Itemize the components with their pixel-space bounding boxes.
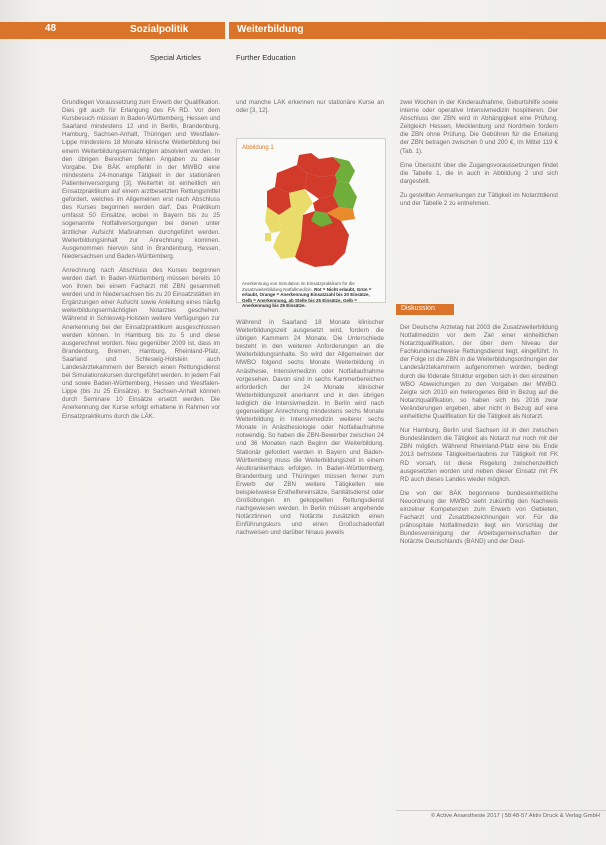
column-1 — [62, 99, 220, 799]
column-3-bottom — [400, 324, 558, 804]
section-heading-box — [396, 304, 454, 315]
figure-map — [236, 138, 386, 309]
section-title-left: Sozialpolitik — [130, 24, 189, 35]
header-bar — [0, 22, 606, 39]
germany-map — [237, 147, 385, 282]
figure-caption-legend: Rot = Nicht erlaubt, Grün = erlaubt, Orange = Anerkennung Einsatzzahl bis 20 Einsätze, Gelb = Anerkennung, ab Stelle bis 25 Einsätze, Gelb = Anerkennung bis 25 Einsätze. — [242, 286, 372, 309]
footer-text: © Active Anaesthesie 2017 | 58:48-57 Aktiv Druck & Verlag GmbH — [430, 813, 600, 819]
figure-title: Abbildung 1 — [242, 145, 274, 151]
paragraph: Während in Saarland 18 Monate klinischer Weiterbildungszeit ausgesetzt wird, fordern die übrigen Kammern 24 Monate. Die Unterschiede besteht in den weiteren Anforderungen an die Weiterbildungsinhalte. So wird der Allgemeinen der MWBO folgend sechs Monate Weiterbildung in Anästhesie, Intensivmedizin oder Notfallaufnahme vorgesehen. Davon sind in sechs Kammerbereichen erforderlich der 24 Monate klinischer Weiterbildungszeit anerkannt und in den übrigen lediglich die Intensivmedizin. In Berlin wird nach gegenseitiger Anrechnung mindestens sechs Monate Weiterbildung in Intensivmedizin weiterer sechs Monate in Anästhesiologie oder Notfallaufnahme notwendig. So haben die ZBN-Bewerber zwischen 24 und 36 Monaten nach Beginn der Weiterbildung. Stationär gefordert werden in Bayern und Baden-Württemberg muss die Weiterbildungszeit in einem Akutkrankenhaus erfolgen. In Baden-Württemberg, Brandenburg und Thüringen müssen ferner zum Erwerb der ZBN weitere Tätigkeiten wie beispielsweise Ersthelfereinsätze, Sanitätsdienst oder Großübungen im gekoppelten Rettungsdienst nachgewiesen werden. In Berlin müssen angehende Notärztinnen und Notärzte zusätzlich einen Einführungskurs und einen Großschadenfall nachweisen und darüber hinaus jeweils — [236, 319, 384, 537]
subheader-left: Special Articles — [150, 53, 201, 62]
paragraph: Eine Übersicht über die Zugangsvoraussetzungen findet die Tabelle 1, die in auch in Abbildung 2 und sich dargestellt. — [400, 161, 558, 185]
header-left-band — [0, 22, 225, 39]
figure-caption — [242, 281, 380, 309]
map-region-northwest — [275, 165, 307, 193]
paragraph: Nur Hamburg, Berlin und Sachsen ist in den zwischen Bundesländern die Tätigkeit als Notarzt nur noch mit der ZBN möglich. Während Rheinland-Pfalz eine bis Ende 2013 befristete Tätigkeitserlaubnis zur Tätigkeit mit FK RD vorsah, ist diese Regelung zwischenzeitlich ausgesetzten worden und neben dieser Einsatz mit FK RD auch dieses Landes wieder möglich. — [400, 427, 558, 483]
figure-caption-text: Anerkennung von Simulation im Einsatzpraktikum für die Zusatzweiterbildung Notfallmedizin. — [242, 281, 355, 292]
paragraph: Der Deutsche Ärztetag hat 2003 die Zusatzweiterbildung Notfallmedizin vor dem Ziel einer einheitlichen Notarztqualifikation, der über dem Niveau der Fachkundenachweise Rettungsdienst liegt, eingeführt. In der Folge ist die ZBN in die Weiterbildungsordnungen der Landesärztekammern aufgenommen worden, bedingt durch die föderale Struktur ergeben sich in den einzelnen WBO Abweichungen zu den Vorgaben der MWBO. Zeigte sich 2010 ein heterogenes Bild in Bezug auf die Notarztqualifikation, so haben sich bis 2016 zwar Veränderungen ergeben, aber nicht in Bezug auf eine einheitliche Qualifikation für die Tätigkeit als Notarzt. — [400, 324, 558, 421]
paragraph: zwei Wochen in der Kinderaufnahme, Geburtshilfe sowie interne oder operative Intensivmedizin hospitieren. Der Abschluss der ZBN wird in Abhängigkeit eine Prüfung. Zeitgleich Hessen, Mecklenburg und Nordrhein fordern die ZBN ohne Prüfung. Die Gebühren für die Erteilung der ZBN betragen zwischen 0 und 200 €, im Mittel 119 € (Tab. 1). — [400, 99, 558, 155]
column-2-bottom — [236, 319, 384, 801]
map-region-saarland — [265, 233, 271, 241]
section-title-right: Weiterbildung — [237, 24, 304, 35]
page-number: 48 — [45, 23, 57, 34]
paragraph: Zu gestellten Anmerkungen zur Tätigkeit im Notarztdienst und der Tabelle 2 zu entnehmen. — [400, 191, 558, 208]
paragraph: Anrechnung nach Abschluss des Kurses begonnen werden darf. In Baden-Württemberg müssen bereits 10 von ihnen bei einem Facharzt mit ZBN gesammelt werden und in Niedersachsen bis zu 20 Einsatzstätten im Ergänzungen einer Aufsicht sowie Anleitung eines häufig weiterbildungsermächtigten Notarztes geschehen. Während in Schleswig-Holstein weitere Verfügungen zur Anerkennung bei der Einsatzpraktikum ausgeschlossen werden können. In Hamburg bis zu 5 und diese ausgerechnet worden. Neu gegenüber 2009 ist, dass im Brandenburg, Bremen, Hamburg, Rheinland-Pfalz, Saarland und Schleswig-Holstein auch Landesärztekammern der Bereich einen Rettungsdienst bei Simulationskursen durchgeführt werden. In jedem Fall und sowie Baden-Württemberg, Hessen und Westfalen-Lippe (bis zu 25 Einsätze). In Sachsen-Anhalt können durch Seminare 10 Einsätze ersetzt werden. Die Anerkennung der Kurse erfolgt erhaltene in Rahmen vor Einsatzpraktikums durch die LÄK. — [62, 266, 220, 420]
subheader-right: Further Education — [236, 53, 296, 62]
paragraph: Die von der BÄK begonnene bundeseinheitliche Neuordnung der MWBO sieht zukünftig den Nachweis einzelner Kompetenzen zum Erwerb von Gebieten, Facharzt und Zusatzbezeichnungen vor. Für die prähospitale Notfallmedizin liegt ein Vorschlag der Bundesvereinigung der Arbeitsgemeinschaften der Notärzte Deutschlands (BAND) und der Deut- — [400, 489, 558, 546]
column-3-top — [400, 99, 558, 299]
footer-rule — [396, 810, 606, 811]
paragraph: Grundlegen Voraussetzung zum Erwerb der Qualifikation. Dies gilt auch für Erlangung des FA RD. Vor dem Kursbesuch müssen in Baden-Württemberg, Hessen und Saarland mindestens 12 und in Berlin, Brandenburg, Hamburg, Sachsen-Anhalt, Thüringen und Westfalen-Lippe mindestens 18 Monate klinische Weiterbildung bei einem Weiterbildungsermächtigten absolviert werden. In den übrigen Bereichen fehlen Angaben zu dieser Vorgabe. Die BÄK empfiehlt in der MWBO eine mindestens 24-monatige Tätigkeit in der stationären Patientenversorgung [3]. Weiterhin ist einheitlich ein Einsatzpraktikum auf einem arztbesetzten Rettungsmittel gefordert, welches im Allgemeinen erst nach Abschluss des Kurses begonnen werden darf. Das Praktikum umfasst 50 Einsätze, wobei in Bayern bis zu 25 sogenannte Notfallversorgungen bei denen unter ärztlicher Aufsicht Maßnahmen durchgeführt werden. Weiterbildungsinhalt zur Anrechnung kommen. Ausgenommen hiervon sind in Brandenburg, Hessen, Niedersachsen und Baden-Württemberg. — [62, 99, 220, 260]
header-right-band — [229, 22, 606, 39]
paragraph: und manche LÄK erkennen nur stationäre Kurse an oder [3, 12]. — [236, 99, 384, 115]
section-heading: Diskussion — [401, 305, 435, 312]
column-2-top — [236, 99, 384, 119]
